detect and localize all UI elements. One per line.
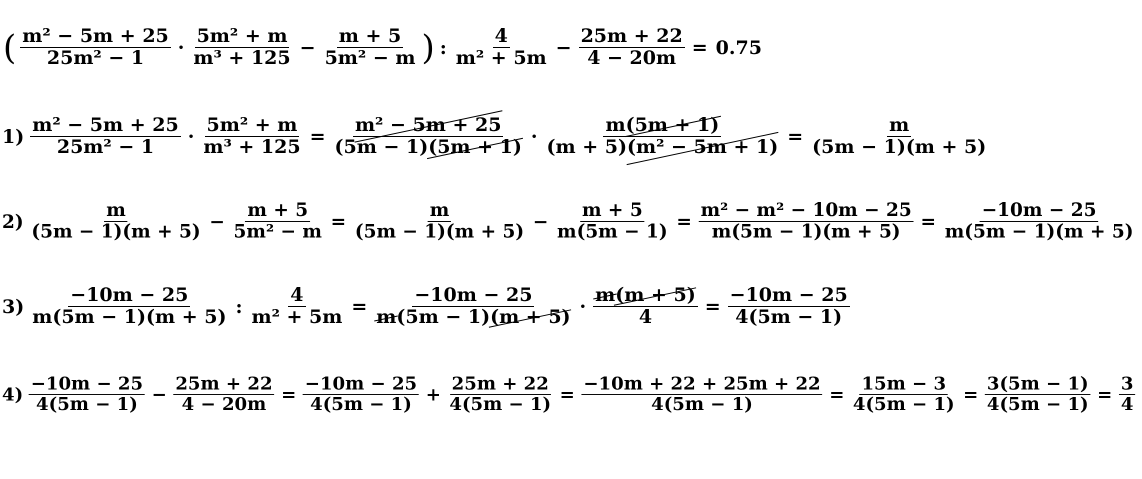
numerator: −10m − 25 (70, 284, 189, 306)
denominator: m(5m − 1) (557, 221, 668, 243)
numerator: 15m − 3 (861, 373, 947, 395)
fraction (353, 201, 526, 243)
denominator: 4(5m − 1) (986, 394, 1089, 415)
denominator: 5m² − m (324, 47, 416, 69)
numerator: −10m − 25 (304, 373, 418, 395)
denominator: 4(5m − 1) (36, 394, 138, 415)
step-2 (2, 201, 1138, 243)
numerator: 25m + 22 (175, 373, 273, 395)
numerator: 3 (1120, 373, 1134, 395)
numerator-factor: m (605, 114, 626, 136)
result-value: 0.75 (715, 36, 762, 59)
fraction (29, 201, 202, 243)
task-expression (2, 26, 762, 69)
cancelled-term: (5m + 1) (428, 136, 522, 158)
fraction (30, 285, 228, 328)
numerator: m (889, 114, 910, 136)
operator: = (1097, 384, 1113, 405)
step-1 (2, 115, 991, 158)
operator: − (209, 210, 225, 233)
operator: − (532, 210, 549, 233)
fraction (323, 26, 418, 69)
numerator: 4 (494, 25, 508, 47)
numerator: −10m − 25 (729, 284, 848, 306)
operator: = (920, 210, 936, 233)
denominator: 4 − 20m (587, 47, 677, 69)
denominator: 4(5m − 1) (852, 394, 955, 415)
fraction (593, 285, 698, 328)
operator: = (704, 295, 721, 318)
operator: : (235, 295, 243, 318)
numerator: −10m − 25 (414, 284, 533, 306)
fraction (30, 115, 181, 158)
step-index: 1) (2, 125, 25, 148)
fraction (581, 374, 822, 415)
operator: = (963, 384, 979, 405)
cancelled-term: (m² − 5m + 1) (626, 136, 779, 158)
operator: · (177, 36, 185, 59)
operator: · (187, 125, 195, 148)
numerator: 25m + 22 (451, 373, 549, 395)
denominator: 4(5m − 1) (449, 394, 552, 415)
numerator: 25m + 22 (580, 25, 683, 47)
fraction (545, 115, 781, 158)
operator: = (309, 125, 326, 148)
numerator (353, 115, 504, 137)
step-3 (2, 285, 853, 328)
step-4 (2, 374, 1138, 415)
numerator: m + 5 (247, 199, 309, 222)
fraction (333, 115, 524, 158)
numerator: −10m − 25 (981, 199, 1097, 222)
step-index: 4) (2, 384, 24, 405)
step-index: 3) (2, 295, 25, 318)
operator: = (787, 125, 804, 148)
fraction (201, 115, 302, 158)
operator: · (579, 295, 587, 318)
numerator: m (429, 199, 450, 222)
operator: : (439, 36, 447, 59)
step-index: 2) (2, 210, 24, 233)
cancelled-term: (m + 5) (615, 284, 696, 306)
denominator: 5m² − m (233, 221, 322, 243)
numerator: 5m² + m (206, 114, 298, 136)
operator: = (691, 36, 708, 59)
fraction (29, 374, 145, 415)
denominator: m³ + 125 (193, 47, 291, 69)
fraction (851, 374, 957, 415)
denominator: m² + 5m (455, 47, 547, 69)
cancelled-term: (m + 5) (490, 306, 571, 328)
fraction (249, 285, 344, 328)
left-paren: ( (3, 27, 17, 68)
operator: = (676, 210, 692, 233)
numerator: m (106, 199, 126, 222)
denominator: 25m² − 1 (46, 47, 145, 69)
fraction (303, 374, 419, 415)
denominator: 25m² − 1 (56, 136, 155, 158)
cancelled-term: m (595, 284, 616, 306)
denominator (374, 307, 572, 328)
fraction (232, 201, 324, 243)
denominator: (5m − 1)(m + 5) (31, 221, 201, 243)
operator: − (299, 36, 316, 59)
numerator: −10m + 22 + 25m + 22 (583, 373, 821, 395)
numerator: m² − 5m + 25 (32, 114, 179, 136)
cancelled-term: m² − 5m + 25 (354, 114, 502, 136)
operator: = (330, 210, 347, 233)
fraction (728, 285, 850, 328)
fraction (579, 26, 685, 69)
denominator-factor: (m + 5) (546, 136, 627, 158)
fraction (191, 26, 292, 69)
fraction (810, 115, 988, 158)
denominator: 4 (1120, 394, 1134, 415)
fraction (1119, 374, 1135, 415)
operator: − (555, 36, 572, 59)
numerator: m² − m² − 10m − 25 (700, 199, 912, 222)
denominator: m(5m − 1)(m + 5) (32, 306, 227, 328)
denominator (545, 137, 781, 158)
numerator: 4 (290, 284, 304, 306)
denominator: 4 − 20m (181, 394, 267, 415)
denominator-factor: (5m − 1) (396, 306, 491, 328)
fraction (20, 26, 171, 69)
numerator (603, 115, 721, 137)
denominator: m(5m − 1)(m + 5) (711, 221, 901, 243)
operator: + (425, 384, 441, 405)
operator: − (151, 384, 167, 405)
cancelled-term: (5m + 1) (625, 114, 720, 136)
fraction (454, 26, 549, 69)
numerator: 5m² + m (196, 25, 288, 47)
denominator: 4(5m − 1) (651, 394, 753, 415)
fraction (699, 201, 914, 243)
numerator (593, 285, 698, 307)
operator: = (281, 384, 297, 405)
numerator: 3(5m − 1) (986, 373, 1089, 395)
fraction (985, 374, 1091, 415)
denominator: m² + 5m (251, 306, 343, 328)
cancelled-term: m (376, 306, 397, 328)
numerator: m + 5 (581, 199, 643, 222)
denominator: (5m − 1)(m + 5) (354, 221, 525, 243)
operator: = (559, 384, 575, 405)
fraction (448, 374, 554, 415)
operator: · (530, 125, 538, 148)
denominator: m³ + 125 (203, 136, 301, 158)
denominator: (5m − 1)(m + 5) (812, 136, 987, 158)
denominator-factor: (5m − 1) (334, 136, 429, 158)
right-paren: ) (421, 27, 435, 68)
fraction (374, 285, 572, 328)
numerator: m² − 5m + 25 (22, 25, 169, 47)
operator: = (351, 295, 368, 318)
denominator: m(5m − 1)(m + 5) (944, 221, 1134, 243)
denominator: 4(5m − 1) (310, 394, 412, 415)
fraction (943, 201, 1136, 243)
numerator: −10m − 25 (30, 373, 144, 395)
fraction (173, 374, 274, 415)
denominator: 4 (638, 306, 653, 328)
fraction (555, 201, 669, 243)
denominator: 4(5m − 1) (735, 306, 843, 328)
operator: = (829, 384, 845, 405)
numerator: m + 5 (338, 25, 402, 47)
